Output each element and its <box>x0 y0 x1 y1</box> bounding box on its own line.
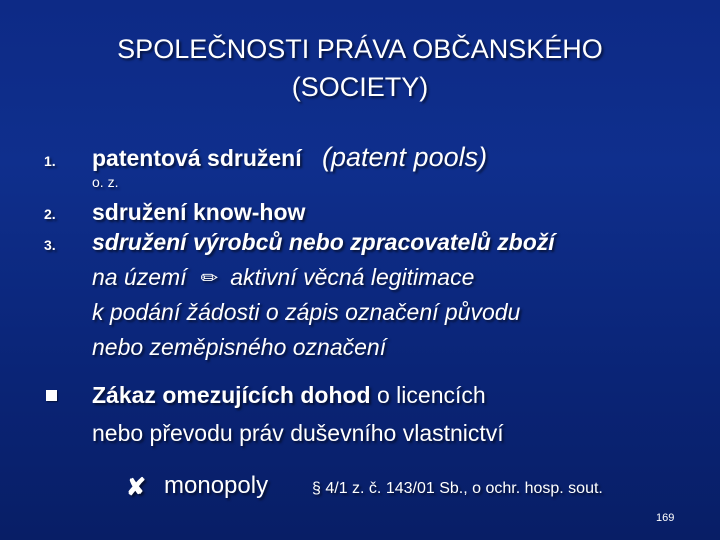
item-3-line-2-part-1: na území <box>92 264 187 290</box>
item-3-line-3: k podání žádosti o zápis označení původu <box>92 299 521 325</box>
item-1-text: patentová sdružení <box>92 145 302 171</box>
title-line-2: (SOCIETY) <box>291 72 429 102</box>
item-3-line-2 <box>92 264 474 291</box>
item-3-line-4: nebo zeměpisného označení <box>92 334 387 360</box>
bullet-line-2: nebo převodu práv duševního vlastnictví <box>92 420 504 446</box>
monopoly-text: monopoly <box>164 472 269 499</box>
item-number-1: 1. <box>44 153 56 169</box>
slide-title <box>40 30 680 106</box>
cross-icon: ✘ <box>126 474 147 501</box>
legal-reference: § 4/1 z. č. 143/01 Sb., o ochr. hosp. sout. <box>312 480 603 497</box>
item-number-2: 2. <box>44 206 56 222</box>
bullet-line-1 <box>92 382 486 409</box>
title-line-1: SPOLEČNOSTI PRÁVA OBČANSKÉHO <box>117 34 603 64</box>
page-number: 169 <box>656 512 675 524</box>
item-1-sub: o. z. <box>92 174 119 190</box>
item-3-line-2-part-2: aktivní věcná legitimace <box>230 264 475 290</box>
item-number-3: 3. <box>44 237 56 253</box>
item-2-text: sdružení know-how <box>92 199 306 225</box>
pencil-icon: ✏ <box>200 267 219 290</box>
square-bullet-icon <box>46 390 57 401</box>
item-1-line <box>92 142 487 173</box>
bullet-bold-text: Zákaz omezujících dohod <box>92 382 371 408</box>
bullet-rest-text: o licencích <box>370 382 486 408</box>
item-1-english: (patent pools) <box>322 142 488 172</box>
item-3-line-1: sdružení výrobců nebo zpracovatelů zboží <box>92 229 555 255</box>
